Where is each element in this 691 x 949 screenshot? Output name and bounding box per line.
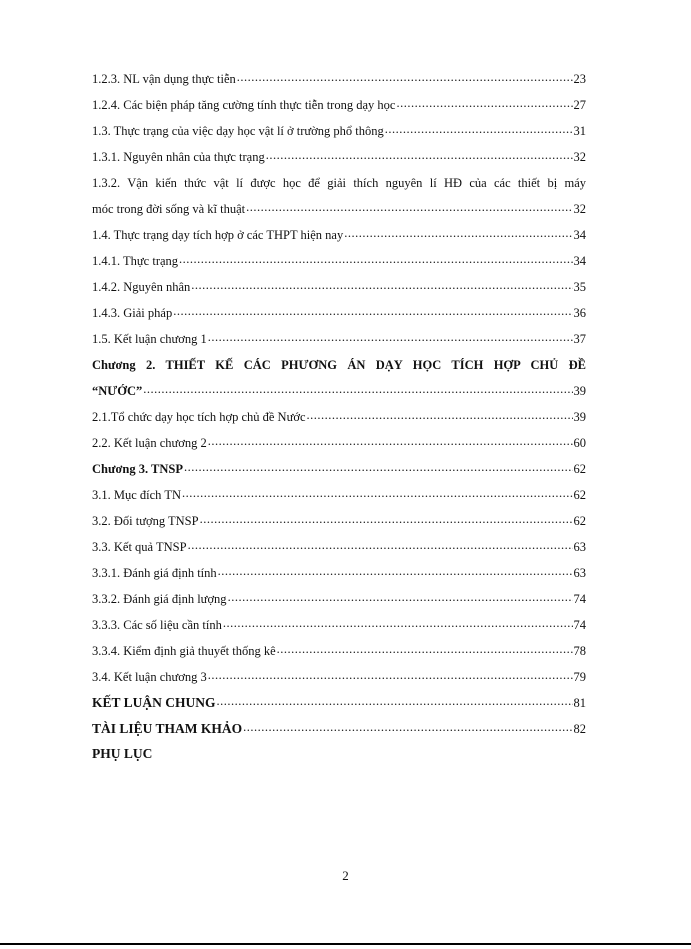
dot-leader xyxy=(184,460,573,474)
toc-entry-page: 74 xyxy=(573,592,586,606)
toc-entry-conclusion xyxy=(92,684,586,710)
dot-leader xyxy=(246,200,572,214)
toc-entry-appendix xyxy=(92,736,586,762)
toc-entry-title: 3.3. Kết quả TNSP xyxy=(92,540,187,554)
toc-entry-page: 36 xyxy=(573,306,586,320)
dot-leader xyxy=(266,148,573,162)
toc-entry xyxy=(92,398,586,424)
toc-entry-title: 3.1. Mục đích TN xyxy=(92,488,181,502)
toc-entry-title: 2.2. Kết luận chương 2 xyxy=(92,436,207,450)
toc-entry-title-line1: 1.3.2. Vận kiến thức vật lí được học để giải thích nguyên lí HĐ của các thiết bị máy xyxy=(92,176,586,190)
toc-entry xyxy=(92,164,586,216)
toc-entry-page: 27 xyxy=(573,98,586,112)
toc-entry-page: 63 xyxy=(573,540,586,554)
toc-entry-page: 82 xyxy=(573,722,586,736)
toc-entry-title: 1.4.2. Nguyên nhân xyxy=(92,280,191,294)
dot-leader xyxy=(208,668,573,682)
toc-entry-title: PHỤ LỤC xyxy=(92,746,153,761)
toc-entry-page: 31 xyxy=(573,124,586,138)
toc-entry xyxy=(92,268,586,294)
toc-entry-page: 78 xyxy=(573,644,586,658)
toc-entry-title: 1.5. Kết luận chương 1 xyxy=(92,332,207,346)
dot-leader xyxy=(200,512,573,526)
toc-entry-page: 79 xyxy=(573,670,586,684)
page-bottom-edge xyxy=(0,943,691,945)
toc-entry xyxy=(92,294,586,320)
toc-entry-page: 63 xyxy=(573,566,586,580)
dot-leader xyxy=(217,694,573,708)
toc-entry xyxy=(92,476,586,502)
toc-entry-page: 62 xyxy=(573,514,586,528)
toc-entry-page: 32 xyxy=(573,150,586,164)
dot-leader xyxy=(243,720,572,734)
toc-entry-title: 1.2.3. NL vận dụng thực tiễn xyxy=(92,72,236,86)
dot-leader xyxy=(307,408,573,422)
toc-entry-page: 62 xyxy=(573,488,586,502)
toc-entry xyxy=(92,216,586,242)
toc-entry xyxy=(92,60,586,86)
toc-entry-page: 32 xyxy=(573,202,586,216)
dot-leader xyxy=(344,226,572,240)
toc-entry xyxy=(92,502,586,528)
dot-leader xyxy=(188,538,573,552)
dot-leader xyxy=(173,304,572,318)
toc-entry-title: 3.4. Kết luận chương 3 xyxy=(92,670,207,684)
dot-leader xyxy=(208,330,573,344)
toc-entry xyxy=(92,632,586,658)
dot-leader xyxy=(182,486,573,500)
toc-entry xyxy=(92,138,586,164)
toc-entry-title-line2: “NƯỚC” xyxy=(92,384,143,398)
page-number: 2 xyxy=(342,868,349,883)
table-of-contents xyxy=(92,60,586,762)
toc-entry-title: 2.1.Tổ chức dạy học tích hợp chủ đề Nước xyxy=(92,410,306,424)
toc-entry-title-line2: móc trong đời sống và kĩ thuật xyxy=(92,202,246,216)
toc-entry-page: 81 xyxy=(573,696,586,710)
toc-entry-chapter xyxy=(92,450,586,476)
toc-entry-title: TÀI LIỆU THAM KHẢO xyxy=(92,721,243,736)
toc-entry-page: 23 xyxy=(573,72,586,86)
toc-entry xyxy=(92,606,586,632)
toc-entry-title: 3.3.2. Đánh giá định lượng xyxy=(92,592,227,606)
toc-entry-title: 1.4.3. Giải pháp xyxy=(92,306,173,320)
toc-entry xyxy=(92,86,586,112)
toc-entry-title: Chương 3. TNSP xyxy=(92,462,183,476)
toc-entry-title: 3.3.4. Kiểm định giả thuyết thống kê xyxy=(92,644,276,658)
toc-entry-title: 1.4.1. Thực trạng xyxy=(92,254,179,268)
toc-entry-page: 35 xyxy=(573,280,586,294)
toc-entry-title: 1.2.4. Các biện pháp tăng cường tính thực tiễn trong dạy học xyxy=(92,98,396,112)
dot-leader xyxy=(223,616,573,630)
toc-entry xyxy=(92,242,586,268)
toc-entry-references xyxy=(92,710,586,736)
dot-leader xyxy=(218,564,573,578)
toc-entry-title: 1.3.1. Nguyên nhân của thực trạng xyxy=(92,150,265,164)
toc-entry-title: 3.3.3. Các số liệu cần tính xyxy=(92,618,222,632)
toc-entry xyxy=(92,320,586,346)
toc-entry-page: 62 xyxy=(573,462,586,476)
toc-entry-page: 39 xyxy=(573,384,586,398)
toc-entry-page: 60 xyxy=(573,436,586,450)
toc-entry xyxy=(92,424,586,450)
toc-entry xyxy=(92,658,586,684)
toc-entry-title: 1.4. Thực trạng dạy tích hợp ở các THPT hiện nay xyxy=(92,228,344,242)
dot-leader xyxy=(179,252,572,266)
dot-leader xyxy=(385,122,573,136)
toc-entry-title: 3.2. Đối tượng TNSP xyxy=(92,514,199,528)
toc-entry-page: 37 xyxy=(573,332,586,346)
dot-leader xyxy=(228,590,573,604)
dot-leader xyxy=(208,434,573,448)
toc-entry xyxy=(92,112,586,138)
toc-entry-page: 39 xyxy=(573,410,586,424)
dot-leader xyxy=(277,642,573,656)
toc-entry-page: 34 xyxy=(573,254,586,268)
toc-entry-title: 3.3.1. Đánh giá định tính xyxy=(92,566,217,580)
toc-entry-title: KẾT LUẬN CHUNG xyxy=(92,695,216,710)
toc-entry-title-line1: Chương 2. THIẾT KẾ CÁC PHƯƠNG ÁN DẠY HỌC TÍCH HỢP CHỦ ĐỀ xyxy=(92,358,586,372)
toc-entry xyxy=(92,528,586,554)
toc-entry-page: 34 xyxy=(573,228,586,242)
dot-leader xyxy=(396,96,572,110)
dot-leader xyxy=(191,278,572,292)
dot-leader xyxy=(143,382,572,396)
toc-entry-chapter xyxy=(92,346,586,398)
toc-entry-page: 74 xyxy=(573,618,586,632)
toc-entry xyxy=(92,580,586,606)
toc-entry-title: 1.3. Thực trạng của việc dạy học vật lí ở trường phổ thông xyxy=(92,124,384,138)
dot-leader xyxy=(237,70,573,84)
toc-entry xyxy=(92,554,586,580)
